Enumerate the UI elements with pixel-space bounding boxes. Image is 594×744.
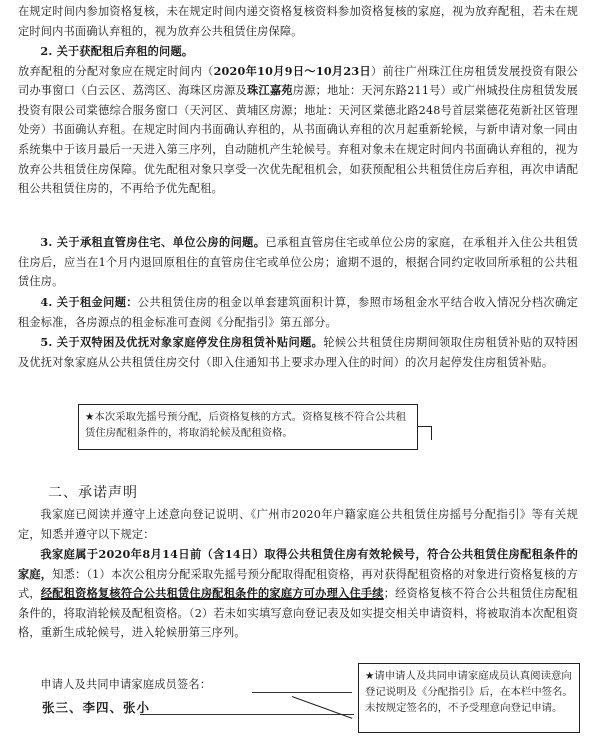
item-2-heading: 2. 关于获配租后弃租的问题。 (40, 44, 194, 58)
commitment-bold: 我家庭属于2020年8月14日前（含14日）取得公共租赁住房有效轮候号，符合公共租赁住房配租条件的家庭， (18, 547, 578, 581)
item-2-body-c: 房源；地址：天河东路211号）或广州城投住房租赁发展投资有限公司棠德综合服务窗口（天河区、黄埔区房源；地址：天河区棠德北路248号首层棠德花苑新社区管理处旁）书面确认弃租。在规定时间内书面确认弃租的，从书面确认弃租的次月起重新轮候，与新申请对象一同由系统集中于该月最后一天进入第三序列，自动随机产生轮候号。弃租对象未在规定时间内书面确认弃租的，视为放弃公共租赁住房保障。优先配租对象只享受一次优先配租机会，如获预配租公共租赁住房后弃租，再次申请配租公共租赁住房的，不再给予优先配租。 (18, 84, 578, 196)
notice-lottery-text: ★本次采取先摇号预分配，后资格复核的方式。资格复核不符合公共租赁住房配租条件的，将取消轮候及配租资格。 (85, 411, 407, 439)
item-2-body-b: ）前往广州珠江住房租赁发展投资有限公司办事窗口（白云区、荔湾区、海珠区房源及 (18, 64, 578, 98)
commitment-text-a: 知悉：（1）本次公租房分配采取先摇号预分配取得配租资格，再对获得配租资格的对象进行资格复核的方式， (18, 567, 578, 601)
commitment-text-b: ；经资格复核不符合公共租赁住房配租条件的，将取消轮候及配租资格。（2）若未如实填写意向登记表及如实提交相关申请资料，将被取消本次配租资格，重新生成轮候号，进入轮候册第三序列。 (18, 587, 578, 640)
commitment-intro (18, 505, 578, 544)
item-2-body-a: 放弃配租的分配对象应在规定时间内（ (18, 64, 214, 78)
item-5-heading: 5. 关于双特困及优抚对象家庭停发住房租赁补贴问题。 (40, 335, 324, 349)
notice-connector-vertical (431, 426, 432, 440)
item-5-body: 轮候公共租赁住房期间领取住房租赁补贴的双特困及优抚对象家庭从公共租赁住房交付（即入住通知书上要求办理入住的时间）的次月起停发住房租赁补贴。 (18, 336, 579, 369)
notice-box-signature (358, 663, 580, 733)
section-title-commitment: 二、承诺声明 (48, 485, 138, 501)
item-3 (18, 233, 578, 292)
commitment-intro-text: 我家庭已阅读并遵守上述意向登记说明、《广州市2020年户籍家庭公共租赁住房摇号分配指引》等有关规定，知悉并遵守以下规定： (18, 508, 578, 541)
item-3-body: 已承租直管房住宅或单位公房的家庭，在承租并入住公共租赁住房后，应当在1个月内退回原租住的直管房住宅或单位公房；逾期不退的，根据合同约定收回所承租的公共租赁住房。 (18, 236, 578, 289)
signature-line (252, 692, 352, 693)
notice-2-connector (292, 696, 352, 719)
signature-label-text: 申请人及共同申请家庭成员签名： (40, 678, 212, 691)
item-4 (18, 293, 578, 332)
item-5 (18, 333, 578, 372)
paragraph-1-tail (18, 2, 578, 41)
notice-connector (418, 426, 432, 427)
signature-names-line (140, 714, 354, 715)
notice-signature-text: ★请申请人及共同申请家庭成员认真阅读意向登记说明及《分配指引》后，在本栏中签名。未按规定签名的，不予受理意向登记申请。 (365, 670, 573, 714)
paragraph-text: 在规定时间内参加资格复核，未在规定时间内递交资格复核资料参加资格复核的家庭，视为放弃配租，若未在规定时间内书面确认弃租的，视为放弃公共租赁住房保障。 (18, 5, 578, 38)
item-4-heading: 4. 关于租金问题： (40, 295, 138, 309)
item-4-body: 公共租赁住房的租金以单套建筑面积计算，参照市场租金水平结合收入情况分档次确定租金标准，各房源点的租金标准可查阅《分配指引》第五部分。 (18, 296, 578, 329)
item-2-dates: 2020年10月9日～10月23日 (213, 63, 372, 78)
notice-box-lottery (78, 404, 418, 450)
item-2-zhujiang: 珠江嘉苑 (246, 83, 293, 98)
signature-names: 张三、李四、张小 (42, 700, 151, 715)
item-2 (18, 42, 578, 199)
commitment-body (18, 545, 578, 643)
commitment-underline: 经配租资格复核符合公共租赁住房配租条件的家庭方可办理入住手续 (40, 586, 384, 601)
item-3-heading: 3. 关于承租直管房住宅、单位公房的问题。 (40, 235, 266, 249)
